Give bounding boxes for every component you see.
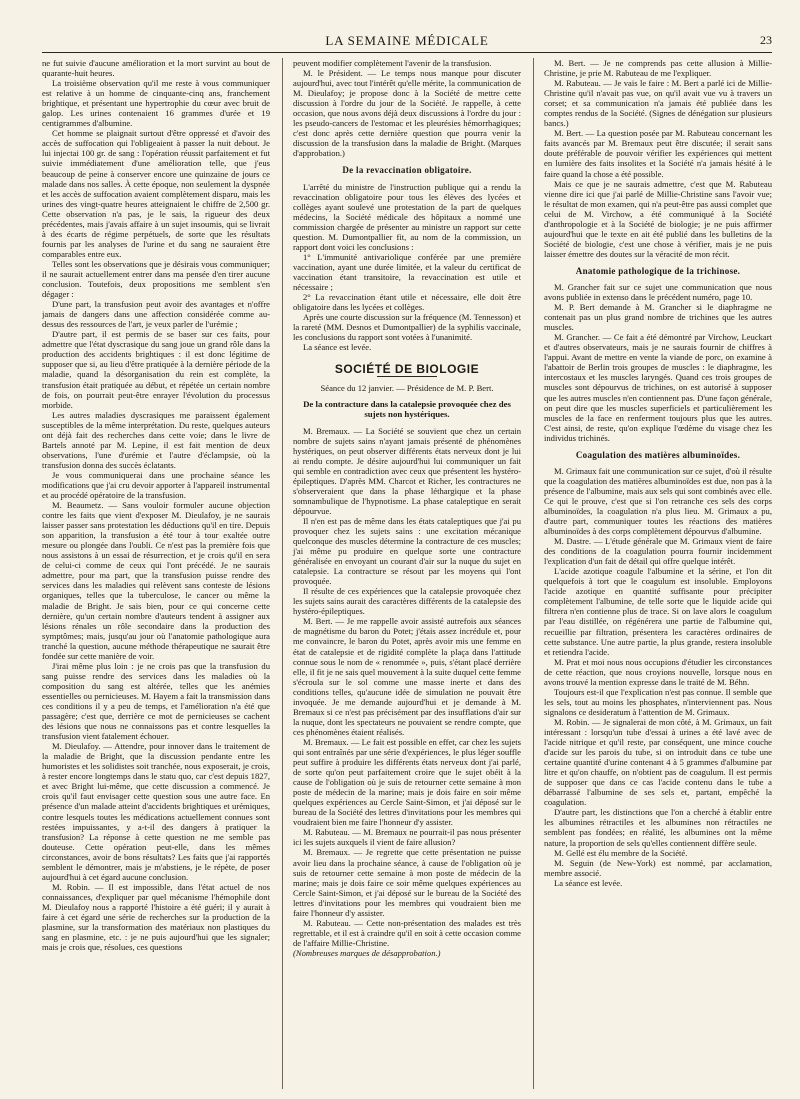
page-number: 23	[760, 33, 772, 47]
paragraph: M. Bremaux. — La Société se souvient que chez un certain nombre de sujets sains n'ayant jamais présenté de phénomènes hystériques, on peut observer différents états nerveux dont je lui ai rendu compte. Je désire aujourd'hui lui communiquer un fait qui semble en contradiction avec ceux que présentent les hystéro-épileptiques. D'après MM. Charcot et Richer, les contractures ne s'observeraient que dans la phase léthargique et la phase somnambulique de l'hypnotisme. La phase cataleptique en serait dépourvue.	[293, 425, 521, 516]
paragraph: M. Bert. — La question posée par M. Rabuteau concernant les faits avancés par M. Bremaux peut être discutée; il serait sans doute préférable de pouvoir vérifier les expériences qui mettent en lumière des faits insolites et la Société n'a jamais hésité à le faire quand la chose a été possible.	[544, 128, 772, 179]
closing-note: (Nombreuses marques de désapprobation.)	[293, 947, 441, 958]
paragraph: Je vous communiquerai dans une prochaine séance les modifications que j'ai cru devoir apporter à l'appareil instrumental et au procédé opératoire de la transfusion.	[42, 469, 270, 501]
paragraph: L'acide azotique coagule l'albumine et la sérine, et l'on dit quelquefois à tort que le coagulum est insoluble. Employons l'acide azotique en quantité suffisante pour précipiter complètement l'albumine, de telle sorte que le liquide acide qui filtrera n'en contienne plus de trace. Si on lave alors le coagulum par l'eau distillée, on régénérera une partie de l'albumine qui, recueillie par filtration, présentera les caractères ordinaires de cette substance. Une autre partie, la plus grande, restera insoluble et retiendra l'acide.	[544, 566, 772, 657]
paragraph: D'autre part, il est permis de se baser sur ces faits, pour admettre que l'état dyscrasique du sang joue un grand rôle dans la production des accidents brightiques : il est donc légitime de supposer que si, au lieu d'être pratiquée à la dernière période de la maladie, quand la désorganisation du rein est complète, la transfusion était pratiquée au début, et répétée un certain nombre de fois, on pourrait peut-être enrayer l'évolution du processus morbide.	[42, 329, 270, 410]
paragraph: Toujours est-il que l'explication n'est pas connue. Il semble que les sels, tout au moins les phosphates, n'interviennent pas. Nous signalons ce desideratum à l'attention de M. Grimaux.	[544, 686, 772, 717]
session-line: Séance du 12 janvier. — Présidence de M. P. Bert.	[320, 383, 494, 394]
paragraph: M. Dieulafoy. — Attendre, pour innover dans le traitement de la maladie de Bright, que la discussion pendante entre les humoristes et les solidistes soit tranchée, nous exposerait, je crois, à rester encore longtemps dans le statu quo, car c'est depuis 1827, et avec Bright lui-même, que cette discussion a commencé. Je crois qu'il faut envisager cette question sous une autre face. En présence d'un malade atteint d'accidents brightiques et urémiques, contre lesquels toutes les médications actuellement connues sont restées impuissantes, y a-t-il des dangers à pratiquer la transfusion? La réponse à cette question ne me semble pas douteuse. Cette opération peut-elle, dans les mêmes circonstances, avoir de bons résultats? Les faits que j'ai rapportés semblent le démontrer, mais je m'abstiens, je le répète, de poser aujourd'hui à cet égard aucune conclusion.	[42, 741, 270, 882]
paragraph: Telles sont les observations que je désirais vous communiquer; il ne saurait actuellement entrer dans ma pensée d'en tirer aucune conclusion. Toutefois, deux propositions me semblent s'en dégager :	[42, 258, 270, 300]
column-3	[533, 58, 772, 1089]
column-2	[282, 58, 521, 1089]
paragraph: Il résulte de ces expériences que la catalepsie provoquée chez les sujets sains aurait des caractères différents de la catalepsie des hystéro-épileptiques.	[293, 586, 521, 617]
paragraph: 2° La revaccination étant utile et nécessaire, elle doit être obligatoire dans les lycées et collèges.	[293, 292, 521, 313]
paragraph: La séance est levée.	[554, 877, 623, 888]
revaccination-heading: De la revaccination obligatoire.	[342, 165, 472, 176]
page-header	[42, 30, 772, 53]
paragraph: M. Grancher fait sur ce sujet une communication que nous avons publiée in extenso dans le précédent numéro, page 10.	[544, 281, 772, 303]
societe-biologie-heading: SOCIÉTÉ DE BIOLOGIE	[334, 362, 480, 377]
running-title: LA SEMAINE MÉDICALE	[325, 33, 489, 48]
paragraph: J'irai même plus loin : je ne crois pas que la transfusion du sang puisse rendre des services dans les maladies où la composition du sang est altérée, telles que les anémies essentielles ou pernicieuses. M. Hayem a fait la transmission dans ces conditions il y a peu de temps, et l'amélioration n'a été que passagère; c'est que, derrière ce mot de pernicieuses se cachent des lésions que nous ne connaissons pas et contre lesquelles la transfusion vient fatalement échouer.	[42, 660, 270, 742]
paragraph: D'une part, la transfusion peut avoir des avantages et n'offre jamais de dangers dans une affection considérée comme au-dessus des ressources de l'art, je veux parler de l'urémie ;	[42, 299, 270, 330]
trichinose-heading: Anatomie pathologique de la trichinose.	[575, 265, 741, 276]
column-1	[42, 58, 270, 1089]
paragraph: M. Prat et moi nous nous occupions d'étudier les circonstances de cette réaction, que nous croyions nouvelle, lorsque nous en avons trouvé la mention expresse dans le traité de M. Béhn.	[544, 656, 772, 687]
paragraph: D'autre part, les distinctions que l'on a cherché à établir entre les albumines rétractiles et les albumines non rétractiles ne semblent pas fondées; en réalité, les albumines ont la même nature, la proportion de sels qu'elles contiennent diffère seule.	[544, 807, 772, 848]
paragraph: Il n'en est pas de même dans les états cataleptiques que j'ai pu provoquer chez les sujets sains : une excitation mécanique quelconque des muscles détermine la contracture de ces muscles; j'ai même pu produire en quelque sorte une contracture généralisée en envoyant un courant d'air sur la nuque du sujet en catalepsie. La contracture se résout par les moyens qui l'ont provoquée.	[293, 515, 521, 587]
paragraph: Les autres maladies dyscrasiques me paraissent également susceptibles de la même interprétation. Du reste, quelques auteurs ont déjà fait des recherches dans cette voie; dans le livre de Bartels annoté par M. Lepine, il est fait mention de deux observations, l'une d'urémie et l'autre d'éclampsie, où la transfusion donna des succès éclatants.	[42, 409, 270, 470]
paragraph: M. Dastre. — L'étude générale que M. Grimaux vient de faire des conditions de la coagulation pourra fournir incidemment l'explication d'un fait de détail qui offre quelque intérêt.	[544, 536, 772, 567]
paragraph: M. Gellé est élu membre de la Société.	[554, 847, 688, 858]
paragraph: M. Bert. — Je ne comprends pas cette allusion à Millie-Christine, je prie M. Rabuteau de me l'expliquer.	[544, 58, 772, 79]
paragraph: M. Rabuteau. — M. Bremaux ne pourrait-il pas nous présenter ici les sujets auxquels il vient de faire allusion?	[293, 827, 521, 848]
paragraph: M. Bert. — Je me rappelle avoir assisté autrefois aux séances de magnétisme du baron du Potet; j'étais assez incrédule et, pour me convaincre, le baron du Potet, après avoir mis une femme en état de catalepsie et de rigidité complète la plaça dans l'attitude connue sous le nom de « renommée », puis, s'étant placé derrière elle, il fit je ne sais quel mouvement à la suite duquel cette femme s'écroula sur le sol comme une masse inerte et dans des conditions telles, qu'aucune idée de simulation ne pouvait être invoquée. Je me demande aujourd'hui et je demande à M. Bremaux si ce n'est pas précisément par des insufflations d'air sur la nuque, dont les spectateurs ne pouvaient se rendre compte, que ces phénomènes étaient réalisés.	[293, 616, 521, 737]
catalepsie-heading: De la contracture dans la catalepsie provoquée chez des sujets non hystériques.	[303, 399, 511, 420]
paragraph: L'arrêté du ministre de l'instruction publique qui a rendu la revaccination obligatoire pour tous les élèves des lycées et collèges ayant soulevé une protestation de la part de quelques médecins, la Société médicale des hôpitaux a nommé une commission chargée de présenter au ministre un rapport sur cette question. M. Dumontpallier fit, au nom de la commission, un rapport dont voici les conclusions :	[293, 181, 521, 252]
paragraph: 1° L'immunité antivariolique conférée par une première vaccination, ayant une durée limitée, et la valeur du certificat de vaccination étant transitoire, la revaccination est utile et nécessaire ;	[293, 251, 521, 292]
paragraph: M. Bremaux. — Le fait est possible en effet, car chez les sujets qui sont entraînés par une série d'expériences, le plus léger souffle peut suffire à produire les différents états nerveux dont j'ai parlé, de sorte qu'on peut parfaitement croire que le sujet obéit à la cause de l'obligation où je suis de retourner cette semaine à mon poste de médecin de la marine; mais je dois faire en soir même quelques expériences au Cercle Saint-Simon, et j'ai déposé sur le bureau de la Société des lettres d'invitations pour les membres qui voudraient bien me faire l'honneur d'y assister.	[293, 736, 521, 828]
text-columns	[42, 58, 772, 1089]
paragraph: M. Rabuteau. — Cette non-présentation des malades est très regrettable, et il est à craindre qu'il en soit à cette occasion comme de l'affaire Millie-Christine.	[293, 917, 521, 948]
paragraph: M. Grancher. — Ce fait a été démontré par Virchow, Leuckart et d'autres observateurs, mais je ne saurais fournir de chiffres à l'appui. Avant de mettre en vente la viande de porc, on examine à l'abattoir de Berlin trois groupes de muscles : le diaphragme, les intercostaux et les muscles laryngés. Quand ces trois groupes de muscles sont dépourvus de trichines, on est autorisé à supposer que les autres muscles n'en contiennent pas. D'une façon générale, on peut dire que les muscles superficiels et particulièrement les muscles de la face en renferment toujours plus que les autres. C'est ainsi, de reste, qu'on explique l'œdème du visage chez les individus trichinés.	[544, 332, 772, 443]
paragraph: Après une courte discussion sur la fréquence (M. Tennesson) et la rareté (MM. Desnos et Dumontpallier) de la syphilis vaccinale, les conclusions du rapport sont votées à l'unanimité.	[293, 312, 521, 343]
paragraph: M. le Président. — Le temps nous manque pour discuter aujourd'hui, avec tout l'intérêt qu'elle mérite, la communication de M. Dieulafoy; je propose donc à la Société de mettre cette discussion à l'ordre du jour de la Société. Je rappelle, à cette occasion, que nous avons déjà deux discussions à l'ordre du jour : les pseudo-cancers de l'estomac et les pleurésies hémorrhagiques; c'est donc après cette dernière question que pourra venir la discussion de la transfusion dans la maladie de Bright. (Marques d'approbation.)	[293, 68, 521, 159]
section-divider	[377, 376, 437, 377]
paragraph: M. P. Bert demande à M. Grancher si le diaphragme ne contenait pas un plus grand nombre de trichines que les autres muscles.	[544, 302, 772, 333]
paragraph: peuvent modifier complètement l'avenir de la transfusion.	[293, 58, 492, 68]
paragraph: M. Rabuteau. — Je vais le faire : M. Bert a parlé ici de Millie-Christine qu'il n'avait pas vue, on qu'il avait vue vu à travers un corset; et sa communication n'a jamais été publiée dans les comptes rendus de la Société. (Signes de dénégation sur plusieurs bancs.)	[544, 78, 772, 129]
paragraph: Mais ce que je ne saurais admettre, c'est que M. Rabuteau vienne dire ici que j'ai parlé de Millie-Christine sans l'avoir vue; le résultat de mon examen, qui n'a peut-être pas aussi complet que celui de M. Virchow, a été communiqué à la Société d'anthropologie et à la Société de biologie; je ne puis affirmer aujourd'hui que le texte en ait été publié dans les bulletins de la Société de biologie, c'est une chose à vérifier, mais je ne puis laisser émettre des doutes sur la véracité de mon récit.	[544, 178, 772, 259]
paragraph: ne fut suivie d'aucune amélioration et la mort survint au bout de quarante-huit heures.	[42, 58, 270, 79]
paragraph: M. Grimaux fait une communication sur ce sujet, d'où il résulte que la coagulation des matières albuminoïdes est due, non pas à la présence de l'albumine, mais aux sels qui sont combinés avec elle. Ce qui le prouve, c'est que si l'on retranche ces sels des corps albuminoïdes, la coagulation n'a plus lieu. M. Grimaux a pu, d'autre part, communiquer toutes les réactions des matières albuminoïdes à des corps complètement dépourvus d'albumine.	[544, 465, 772, 537]
paragraph: Cet homme se plaignait surtout d'être oppressé et d'avoir des accès de suffocation qui l'obligeaient à passer la nuit debout. Je lui injectai 100 gr. de sang : l'opération réussit parfaitement et fut suivie immédiatement d'une amélioration telle, que j'eus beaucoup de peine à conserver encore une quinzaine de jours ce malade dans nos salles. À cette époque, non seulement la dyspnée et les accès de suffocation avaient complètement disparu, mais les urines des vingt-quatre heures atteignaient le chiffre de 2,500 gr. Cette observation n'a pas, je le sais, la rigueur des deux précédentes, mais j'avais affaire à un sujet insoumis, qui se livrait à des écarts de régime perpétuels, de sorte que les résultats fournis par les analyses de l'urine et du sang ne sauraient être comparables entre eux.	[42, 128, 270, 259]
paragraph: M. Beaumetz. — Sans vouloir formuler aucune objection contre les faits que vient d'exposer M. Dieulafoy, je ne saurais laisser passer sans protestation les déductions qu'il en tire. Depuis son apparition, la transfusion a été tour à tour exaltée outre mesure ou plongée dans l'oubli. Ce n'est pas la première fois que nous assistons à un essai de résurrection, et je crois qu'il en sera de celui-ci comme de ceux qui l'ont précédé. Je ne saurais admettre, pour ma part, que la transfusion puisse rendre des services dans les maladies qui relèvent sans conteste de lésions organiques, telles que la tuberculose, le cancer ou même la maladie de Bright. Je sais bien, pour ce qui concerne cette dernière, qu'un certain nombre d'auteurs tendent à assigner aux lésions rénales un rôle secondaire dans la production des symptômes; mais, jusqu'au jour où l'anatomie pathologique aura tranché la question, aucune méthode thérapeutique ne saurait être fondée sur cette manière de voir.	[42, 500, 270, 661]
paragraph: M. Bremaux. — Je regrette que cette présentation ne puisse avoir lieu dans la prochaine séance, à cause de l'obligation où je suis de retourner cette semaine à mon poste de médecin de la marine; mais je dois faire ce soir même quelques expériences au Cercle Saint-Simon, et j'ai déposé sur le bureau de la Société des lettres d'invitations pour les membres qui voudraient bien me faire l'honneur d'y assister.	[293, 847, 521, 918]
paragraph: M. Robin. — Il est impossible, dans l'état actuel de nos connaissances, d'expliquer par quel mécanisme l'hémophile dont M. Dieulafoy nous a rapporté l'histoire a été guéri; il y aurait à faire à cet égard une série de recherches sur la production de la plasmine, sur la transformation des matériaux non plastiques du sang en plasmine, etc. : je ne puis aujourd'hui que les signaler; mais je crois que, résolues, ces questions	[42, 881, 270, 953]
paragraph: La séance est levée.	[303, 342, 372, 353]
paragraph: M. Seguin (de New-York) est nommé, par acclamation, membre associé.	[544, 857, 772, 878]
coagulation-heading: Coagulation des matières albuminoïdes.	[575, 449, 741, 460]
paragraph: M. Robin. — Je signalerai de mon côté, à M. Grimaux, un fait intéressant : lorsqu'un tube d'essai à urines a été lavé avec de l'acide nitrique et qu'il reste, par conséquent, une mince couche d'acide sur les parois du tube, si on introduit dans ce tube une certaine quantité d'urine contenant 4 à 5 grammes d'albumine par litre et qu'on chauffe, on n'obtient pas de coagulum. Il est permis de supposer que dans ce cas l'acide contenu dans le tube a débarrassé l'albumine de ses sels et, partant, empêché la coagulation.	[544, 716, 772, 808]
paragraph: La troisième observation qu'il me reste à vous communiquer est relative à un homme de cinquante-cinq ans, franchement brightique, et présentant une hypertrophie du cœur avec bruit de galop. Les urines contenaient 16 grammes d'urée et 19 centigrammes d'albumine.	[42, 78, 270, 129]
